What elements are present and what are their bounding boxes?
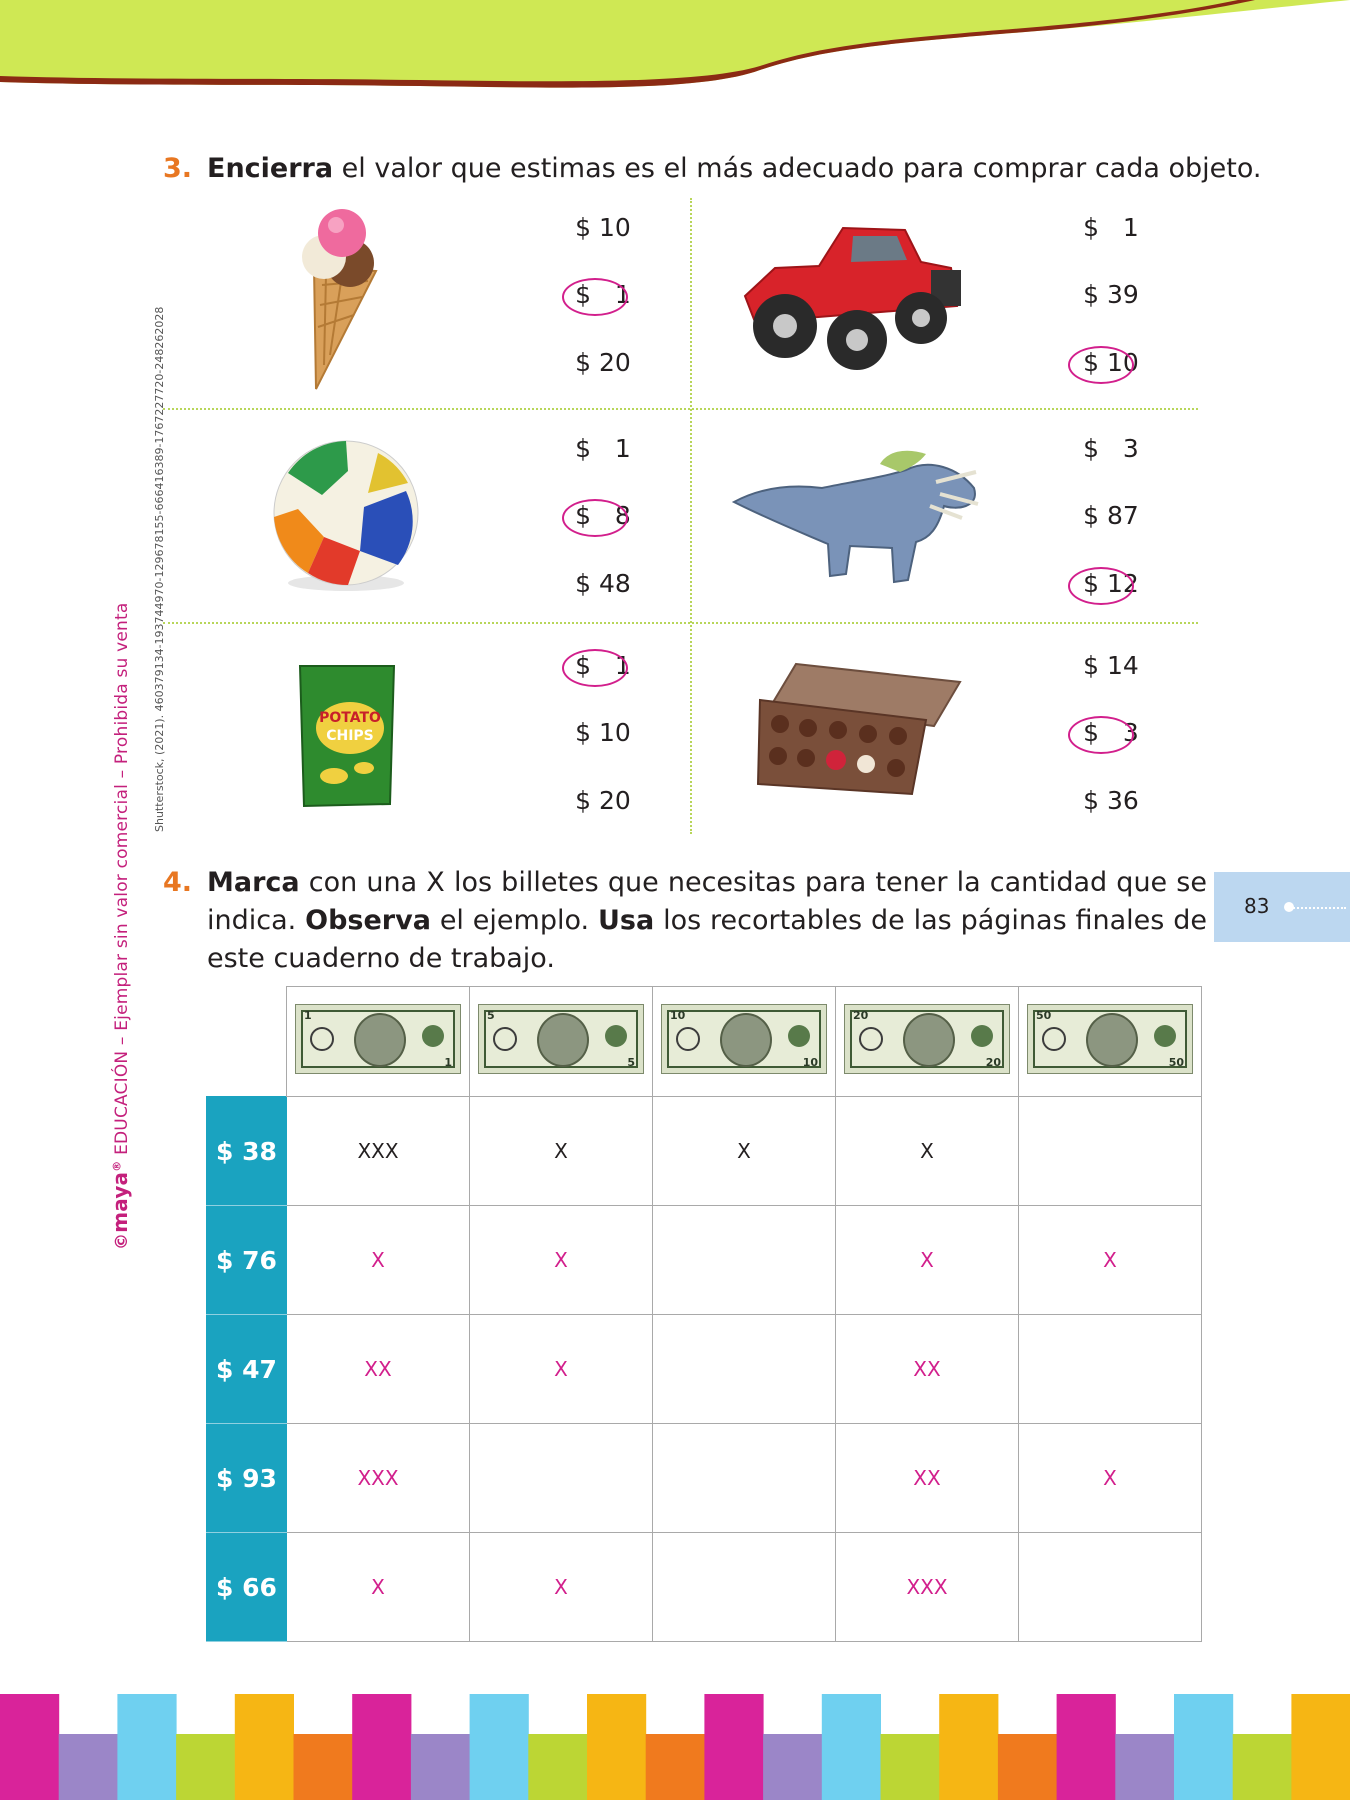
table-corner [207, 987, 287, 1097]
footer-stripe [939, 1694, 998, 1800]
mark-cell[interactable] [653, 1206, 836, 1315]
price-option[interactable]: $ 36 [1083, 786, 1139, 815]
mark-cell[interactable]: XX [287, 1315, 470, 1424]
svg-text:POTATO: POTATO [319, 710, 381, 726]
one-dollar-bill-icon: 1 1 [295, 1004, 461, 1074]
footer-stripe [587, 1694, 646, 1800]
mark-cell[interactable] [470, 1424, 653, 1533]
amount-cell: $ 76 [207, 1206, 287, 1315]
bill-header-cell [470, 987, 653, 1097]
amount-cell: $ 93 [207, 1424, 287, 1533]
table-row [207, 1533, 1202, 1642]
instruction-text: el ejemplo. [430, 905, 598, 936]
price-option[interactable]: $ 10 [575, 718, 631, 747]
footer-stripe [822, 1694, 881, 1800]
instruction-verb: Marca [207, 867, 300, 898]
chocolate-box-image [756, 660, 962, 796]
footer-stripe [763, 1734, 822, 1800]
bills-table [206, 986, 1202, 1642]
amount-cell: $ 38 [207, 1097, 287, 1206]
table-row [207, 1424, 1202, 1533]
side-legal-text [108, 602, 132, 1250]
mark-cell[interactable] [1019, 1315, 1202, 1424]
price-option[interactable]: $ 20 [575, 348, 631, 377]
mark-cell[interactable]: XXX [287, 1097, 470, 1206]
price-option[interactable]: $ 87 [1083, 501, 1139, 530]
mark-cell[interactable]: XXX [287, 1424, 470, 1533]
price-option[interactable]: $ 14 [1083, 651, 1139, 680]
grid-divider-vertical [690, 198, 692, 834]
instruction-text: el valor que estimas es el más adecuado para comprar cada objeto. [333, 153, 1262, 184]
footer-stripe [998, 1734, 1057, 1800]
table-row [207, 1206, 1202, 1315]
instruction-verb: Encierra [207, 153, 334, 184]
footer-stripe [470, 1694, 529, 1800]
toy-truck-image [735, 218, 967, 378]
instruction-text: los recortables de las páginas finales de este cuaderno de trabajo. [207, 905, 1207, 974]
question-3-title [163, 150, 1261, 188]
price-option[interactable]: $ 3 [1083, 434, 1139, 463]
page-dotted-line [1290, 907, 1346, 909]
mark-cell[interactable] [1019, 1533, 1202, 1642]
footer-stripe [352, 1694, 411, 1800]
bills-header-row [207, 987, 1202, 1097]
amount-cell: $ 66 [207, 1533, 287, 1642]
ice-cream-image [296, 205, 392, 391]
answer-circle [562, 278, 628, 316]
footer-color-stripes [0, 1694, 1350, 1800]
footer-stripe [235, 1694, 294, 1800]
price-option[interactable]: $ 1 [1083, 213, 1139, 242]
answer-circle [1068, 716, 1134, 754]
mark-cell[interactable]: X [470, 1206, 653, 1315]
price-option[interactable]: $ 20 [575, 786, 631, 815]
table-row [207, 1315, 1202, 1424]
five-dollar-bill-icon: 5 5 [478, 1004, 644, 1074]
legal-text: EDUCACIÓN – Ejemplar sin valor comercial – Prohibida su venta [112, 602, 132, 1161]
mark-cell[interactable]: X [1019, 1424, 1202, 1533]
mark-cell[interactable]: XX [836, 1424, 1019, 1533]
mark-cell[interactable] [1019, 1097, 1202, 1206]
footer-stripe [59, 1734, 118, 1800]
mark-cell[interactable]: X [470, 1315, 653, 1424]
mark-cell[interactable]: X [653, 1097, 836, 1206]
price-option[interactable]: $ 48 [575, 569, 631, 598]
footer-stripe [881, 1734, 940, 1800]
mark-cell[interactable]: X [836, 1097, 1019, 1206]
fifty-dollar-bill-icon: 50 50 [1027, 1004, 1193, 1074]
bill-header-cell [653, 987, 836, 1097]
copyright-mark: © [112, 1232, 132, 1250]
footer-stripe [1233, 1734, 1292, 1800]
svg-text:CHIPS: CHIPS [326, 728, 374, 744]
mark-cell[interactable]: XXX [836, 1533, 1019, 1642]
footer-stripe [646, 1734, 705, 1800]
footer-stripe [294, 1734, 353, 1800]
price-option[interactable]: $ 3 [1083, 718, 1139, 747]
footer-stripe [704, 1694, 763, 1800]
price-option[interactable]: $ 39 [1083, 280, 1139, 309]
price-option[interactable]: $ 1 [575, 280, 631, 309]
mark-cell[interactable]: X [836, 1206, 1019, 1315]
table-row [207, 1097, 1202, 1206]
ball-image [268, 437, 424, 593]
mark-cell[interactable] [653, 1315, 836, 1424]
footer-stripe [1115, 1734, 1174, 1800]
grid-divider-horizontal [163, 622, 1198, 624]
dinosaur-image [730, 448, 980, 592]
mark-cell[interactable]: X [287, 1533, 470, 1642]
answer-circle [562, 499, 628, 537]
instruction-text: con una X los billetes que necesitas para tener la cantidad que se indica. [207, 867, 1207, 936]
footer-stripe [411, 1734, 470, 1800]
price-option[interactable]: $ 12 [1083, 569, 1139, 598]
instruction-verb: Usa [597, 905, 655, 936]
price-option[interactable]: $ 1 [575, 434, 631, 463]
instruction-verb: Observa [305, 905, 431, 936]
price-option[interactable]: $ 10 [575, 213, 631, 242]
footer-stripe [117, 1694, 176, 1800]
mark-cell[interactable]: XX [836, 1315, 1019, 1424]
page-number: 83 [1244, 894, 1270, 918]
question-number: 4. [163, 867, 193, 898]
question-number: 3. [163, 153, 193, 184]
footer-stripe [528, 1734, 587, 1800]
answer-circle [1068, 567, 1134, 605]
amount-cell: $ 47 [207, 1315, 287, 1424]
bill-header-cell [836, 987, 1019, 1097]
twenty-dollar-bill-icon: 20 20 [844, 1004, 1010, 1074]
answer-circle [1068, 346, 1134, 384]
footer-stripe [0, 1694, 59, 1800]
bill-header-cell [287, 987, 470, 1097]
mark-cell[interactable]: X [1019, 1206, 1202, 1315]
mark-cell[interactable]: X [287, 1206, 470, 1315]
image-credit: Shutterstock, (2021). 460379134-193744970-129678155-666416389-1767227720-248262028 [153, 306, 166, 832]
header-wave [0, 0, 1350, 100]
price-option[interactable]: $ 10 [1083, 348, 1139, 377]
grid-divider-horizontal [163, 408, 1198, 410]
ten-dollar-bill-icon: 10 10 [661, 1004, 827, 1074]
chips-bag-image [294, 660, 398, 810]
footer-stripe [176, 1734, 235, 1800]
bill-header-cell [1019, 987, 1202, 1097]
footer-stripe [1291, 1694, 1350, 1800]
mark-cell[interactable] [653, 1533, 836, 1642]
registered-mark: ® [110, 1160, 124, 1172]
price-option[interactable]: $ 8 [575, 501, 631, 530]
price-option[interactable]: $ 1 [575, 651, 631, 680]
footer-stripe [1174, 1694, 1233, 1800]
mark-cell[interactable] [653, 1424, 836, 1533]
answer-circle [562, 649, 628, 687]
mark-cell[interactable]: X [470, 1097, 653, 1206]
footer-stripe [1057, 1694, 1116, 1800]
page-number-tab [1214, 872, 1350, 942]
brand-logo-text: maya [108, 1171, 132, 1233]
mark-cell[interactable]: X [470, 1533, 653, 1642]
